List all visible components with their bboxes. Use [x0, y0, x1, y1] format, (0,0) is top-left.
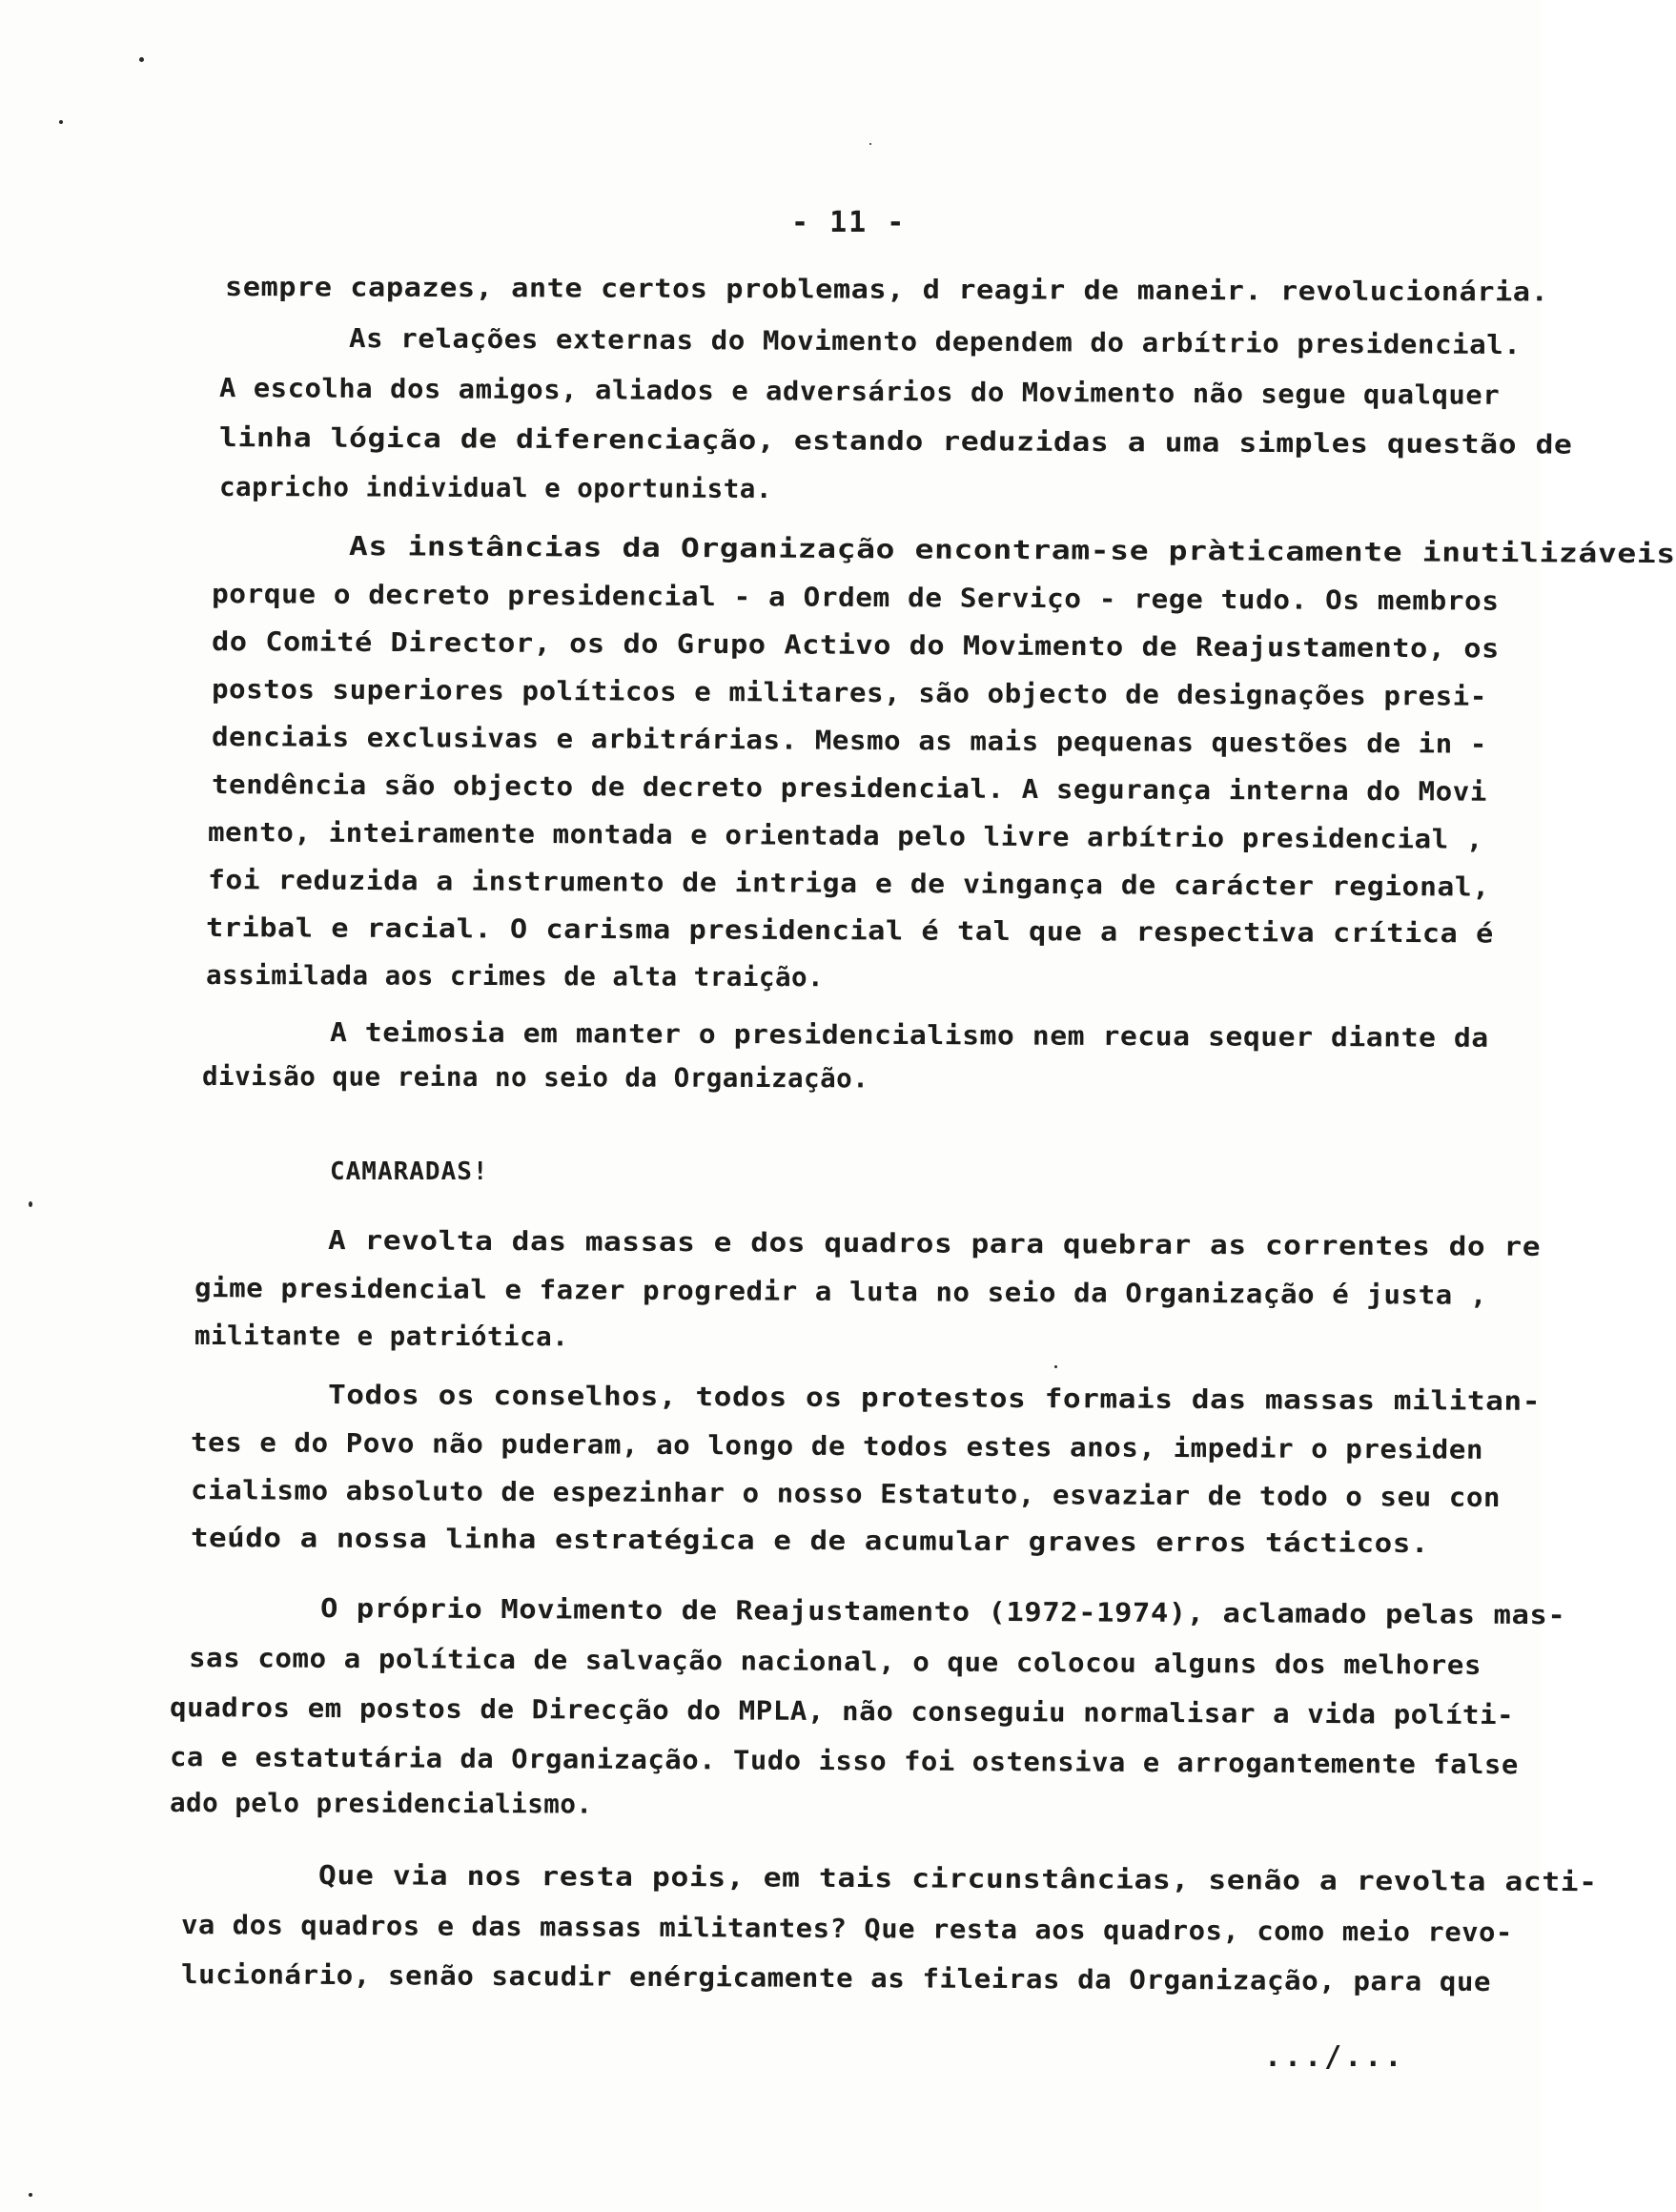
text-line: A escolha dos amigos, aliados e adversários do Movimento não segue qualquer — [218, 373, 1501, 411]
text-line: tribal e racial. O carisma presidencial é tal que a respectiva crítica é — [205, 912, 1494, 950]
text-line: A teimosia em manter o presidencialismo nem recua sequer diante da — [329, 1017, 1489, 1054]
scan-speck — [59, 120, 63, 124]
text-line: quadros em postos de Direcção do MPLA, não conseguiu normalisar a vida políti- — [169, 1692, 1515, 1731]
scan-speck — [869, 143, 871, 145]
text-line: postos superiores políticos e militares, são objecto de designações presi- — [211, 674, 1487, 712]
scan-speck — [29, 2193, 32, 2197]
scan-speck — [1054, 1365, 1057, 1368]
text-line: O próprio Movimento de Reajustamento (1972-1974), aclamado pelas mas- — [319, 1593, 1566, 1631]
text-line: Que via nos resta pois, em tais circunstâncias, senão a revolta acti- — [317, 1860, 1598, 1898]
page-number: - 11 - — [791, 206, 907, 239]
continuation-mark: .../... — [1264, 2040, 1405, 2074]
text-line: Todos os conselhos, todos os protestos formais das massas militan- — [327, 1380, 1542, 1417]
text-line: tes e do Povo não puderam, ao longo de todos estes anos, impedir o presiden — [190, 1427, 1484, 1465]
text-line: sempre capazes, ante certos problemas, d reagir de maneir. revolucionária. — [224, 272, 1549, 308]
text-line: cialismo absoluto de espezinhar o nosso Estatuto, esvaziar de todo o seu con — [190, 1475, 1502, 1513]
text-line: teúdo a nossa linha estratégica e de acumular graves erros tácticos. — [190, 1523, 1430, 1560]
text-line: linha lógica de diferenciação, estando reduzidas a uma simples questão de — [218, 422, 1573, 461]
text-line: militante e patriótica. — [194, 1321, 569, 1353]
text-line: ado pelo presidencialismo. — [169, 1788, 593, 1820]
text-line: foi reduzida a instrumento de intriga e de vingança de carácter regional, — [207, 865, 1490, 903]
text-line: capricho individual e oportunista. — [218, 472, 772, 505]
text-line: divisão que reina no seio da Organização. — [201, 1061, 869, 1095]
section-heading: CAMARADAS! — [330, 1157, 489, 1186]
text-line: va dos quadros e das massas militantes? Que resta aos quadros, como meio revo- — [180, 1910, 1514, 1949]
text-line: A revolta das massas e dos quadros para quebrar as correntes do re — [327, 1225, 1542, 1262]
text-line: As relações externas do Movimento dependem do arbítrio presidencial. — [348, 323, 1522, 361]
scan-speck — [139, 57, 144, 62]
text-line: sas como a política de salvação nacional, o que colocou alguns dos melhores — [188, 1643, 1482, 1681]
text-line: ca e estatutária da Organização. Tudo isso foi ostensiva e arrogantemente false — [169, 1742, 1519, 1781]
text-line: lucionário, senão sacudir enérgicamente as fileiras da Organização, para que — [180, 1959, 1492, 1997]
text-line: As instâncias da Organização encontram-se pràticamente inutilizáveis — [348, 531, 1676, 570]
text-line: gime presidencial e fazer progredir a luta no seio da Organização é justa , — [194, 1273, 1488, 1311]
text-line: tendência são objecto de decreto presidencial. A segurança interna do Movi — [211, 769, 1487, 808]
text-line: do Comité Director, os do Grupo Activo do Movimento de Reajustamento, os — [211, 626, 1500, 665]
text-line: assimilada aos crimes de alta traição. — [205, 960, 825, 993]
scan-speck — [29, 1201, 32, 1207]
text-line: denciais exclusivas e arbitrárias. Mesmo as mais pequenas questões de in - — [211, 722, 1487, 760]
text-line: mento, inteiramente montada e orientada pelo livre arbítrio presidencial , — [207, 817, 1483, 855]
text-line: porque o decreto presidencial - a Ordem de Serviço - rege tudo. Os membros — [211, 579, 1500, 617]
